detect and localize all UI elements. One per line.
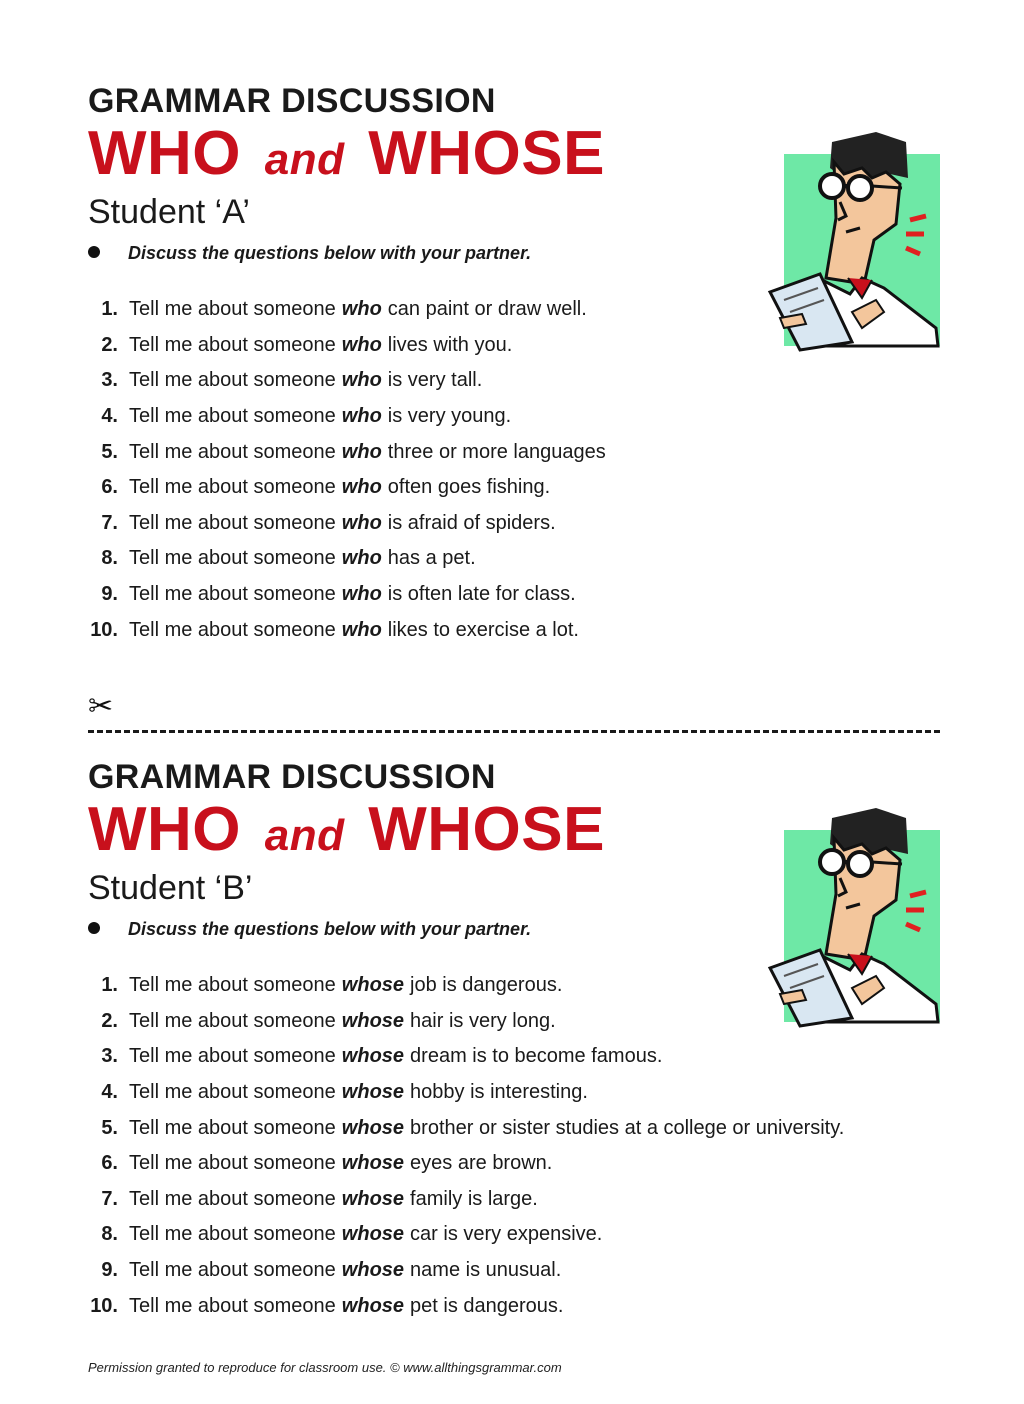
question-item — [80, 1253, 844, 1289]
question-rest: lives with you. — [387, 333, 513, 356]
question-prefix: Tell me about someone — [129, 974, 336, 997]
question-prefix: Tell me about someone — [129, 1259, 336, 1282]
question-prefix: Tell me about someone — [129, 1009, 336, 1032]
permission-footer: Permission granted to reproduce for classroom use. © www.allthingsgrammar.com — [88, 1360, 562, 1375]
question-number: 1. — [101, 974, 118, 997]
question-number: 4. — [101, 1081, 118, 1104]
question-item — [80, 1217, 844, 1253]
question-keyword: who — [341, 511, 382, 534]
question-rest: is afraid of spiders. — [387, 511, 556, 534]
question-number: 7. — [101, 511, 118, 534]
question-keyword: who — [341, 440, 382, 463]
instruction-line — [88, 919, 531, 940]
question-keyword: who — [341, 298, 382, 321]
question-item — [80, 1110, 844, 1146]
question-rest: hobby is interesting. — [410, 1081, 588, 1104]
bullet-icon — [88, 246, 100, 258]
question-keyword: whose — [341, 1081, 405, 1104]
question-keyword: who — [341, 618, 382, 641]
question-keyword: whose — [341, 1187, 405, 1210]
section-headline — [88, 794, 605, 865]
cut-line — [88, 692, 940, 742]
question-keyword: whose — [341, 1259, 405, 1282]
question-item — [80, 968, 844, 1004]
section-kicker: GRAMMAR DISCUSSION — [88, 82, 496, 120]
question-item — [80, 1288, 844, 1324]
question-number: 7. — [101, 1187, 118, 1210]
question-rest: hair is very long. — [410, 1009, 556, 1032]
scissors-icon: ✂ — [88, 690, 114, 723]
question-rest: is very young. — [387, 405, 512, 428]
section-kicker: GRAMMAR DISCUSSION — [88, 758, 496, 796]
question-prefix: Tell me about someone — [129, 440, 336, 463]
question-keyword: whose — [341, 1152, 405, 1175]
question-keyword: who — [341, 476, 382, 499]
headline-who: WHO — [88, 119, 242, 188]
headline-and: and — [264, 135, 345, 184]
question-prefix: Tell me about someone — [129, 583, 336, 606]
question-number: 5. — [101, 440, 118, 463]
question-prefix: Tell me about someone — [129, 369, 336, 392]
question-number: 9. — [101, 583, 118, 606]
question-prefix: Tell me about someone — [129, 618, 336, 641]
question-item — [80, 292, 606, 328]
question-item — [80, 1075, 844, 1111]
question-keyword: whose — [341, 1045, 405, 1068]
question-number: 6. — [101, 1152, 118, 1175]
dashed-divider — [88, 730, 940, 733]
question-keyword: whose — [341, 1009, 405, 1032]
question-rest: likes to exercise a lot. — [387, 618, 579, 641]
instruction-line — [88, 243, 531, 264]
question-prefix: Tell me about someone — [129, 405, 336, 428]
question-prefix: Tell me about someone — [129, 1116, 336, 1139]
question-item — [80, 612, 606, 648]
headline-whose: WHOSE — [368, 795, 605, 864]
question-item — [80, 470, 606, 506]
question-item — [80, 328, 606, 364]
headline-who: WHO — [88, 795, 242, 864]
question-prefix: Tell me about someone — [129, 333, 336, 356]
teacher-illustration — [766, 128, 942, 352]
question-rest: is often late for class. — [387, 583, 576, 606]
question-list — [80, 292, 606, 648]
question-item — [80, 541, 606, 577]
question-item — [80, 1146, 844, 1182]
question-number: 8. — [101, 1223, 118, 1246]
headline-and: and — [264, 811, 345, 860]
question-prefix: Tell me about someone — [129, 1081, 336, 1104]
question-item — [80, 399, 606, 435]
question-rest: is very tall. — [387, 369, 483, 392]
question-keyword: whose — [341, 1294, 405, 1317]
question-prefix: Tell me about someone — [129, 1187, 336, 1210]
question-keyword: who — [341, 547, 382, 570]
question-item — [80, 1039, 844, 1075]
question-prefix: Tell me about someone — [129, 1294, 336, 1317]
question-rest: brother or sister studies at a college or university. — [410, 1116, 845, 1139]
bullet-icon — [88, 922, 100, 934]
section-headline — [88, 118, 605, 189]
question-number: 8. — [101, 547, 118, 570]
question-item — [80, 506, 606, 542]
question-rest: dream is to become famous. — [410, 1045, 663, 1068]
question-rest: has a pet. — [387, 547, 476, 570]
question-list — [80, 968, 844, 1324]
question-keyword: whose — [341, 974, 405, 997]
question-keyword: who — [341, 405, 382, 428]
teacher-illustration — [766, 804, 942, 1028]
instruction-text: Discuss the questions below with your partner. — [128, 919, 532, 939]
question-rest: job is dangerous. — [410, 974, 563, 997]
question-item — [80, 1004, 844, 1040]
question-number: 4. — [101, 405, 118, 428]
question-rest: often goes fishing. — [387, 476, 551, 499]
question-keyword: who — [341, 333, 382, 356]
question-rest: pet is dangerous. — [410, 1294, 564, 1317]
question-number: 1. — [101, 298, 118, 321]
question-keyword: whose — [341, 1223, 405, 1246]
question-prefix: Tell me about someone — [129, 1045, 336, 1068]
question-rest: three or more languages — [387, 440, 606, 463]
question-number: 2. — [101, 1009, 118, 1032]
question-rest: name is unusual. — [410, 1259, 562, 1282]
question-prefix: Tell me about someone — [129, 1152, 336, 1175]
question-number: 10. — [90, 618, 118, 641]
student-label: Student ‘A’ — [88, 193, 250, 231]
question-prefix: Tell me about someone — [129, 298, 336, 321]
question-number: 3. — [101, 369, 118, 392]
question-rest: family is large. — [410, 1187, 538, 1210]
question-number: 3. — [101, 1045, 118, 1068]
question-number: 9. — [101, 1259, 118, 1282]
question-prefix: Tell me about someone — [129, 547, 336, 570]
question-number: 2. — [101, 333, 118, 356]
question-prefix: Tell me about someone — [129, 1223, 336, 1246]
question-rest: eyes are brown. — [410, 1152, 553, 1175]
question-item — [80, 434, 606, 470]
question-rest: car is very expensive. — [410, 1223, 603, 1246]
student-label: Student ‘B’ — [88, 869, 253, 907]
question-keyword: who — [341, 369, 382, 392]
instruction-text: Discuss the questions below with your partner. — [128, 243, 532, 263]
headline-whose: WHOSE — [368, 119, 605, 188]
question-number: 6. — [101, 476, 118, 499]
question-prefix: Tell me about someone — [129, 476, 336, 499]
question-rest: can paint or draw well. — [387, 298, 587, 321]
question-number: 5. — [101, 1116, 118, 1139]
question-number: 10. — [90, 1294, 118, 1317]
question-item — [80, 1182, 844, 1218]
question-item — [80, 363, 606, 399]
question-prefix: Tell me about someone — [129, 511, 336, 534]
question-item — [80, 577, 606, 613]
question-keyword: who — [341, 583, 382, 606]
question-keyword: whose — [341, 1116, 405, 1139]
